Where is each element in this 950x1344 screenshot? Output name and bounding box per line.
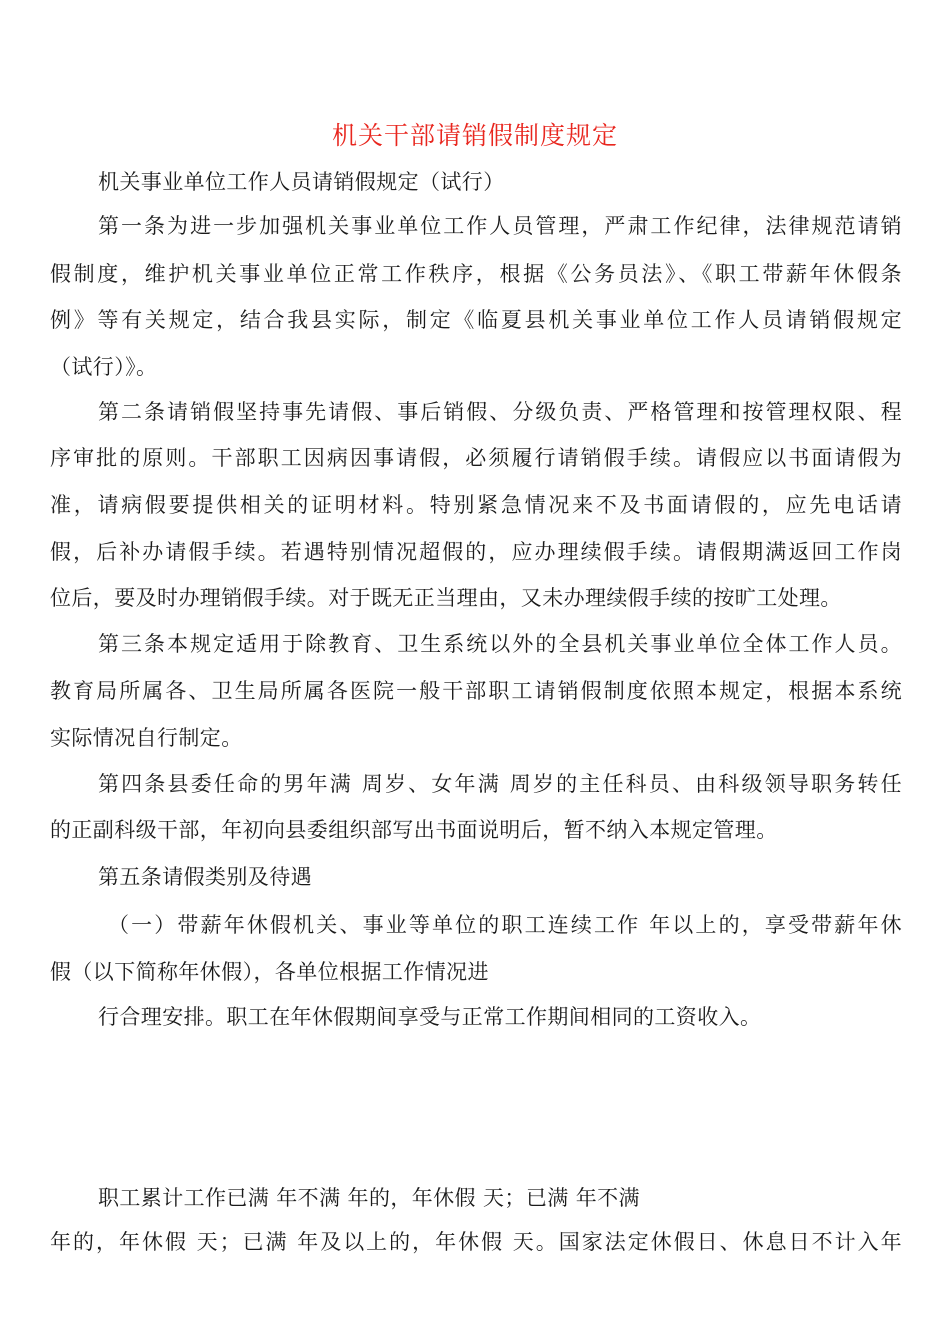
paragraph-line: 第一条为进一步加强机关事业单位工作人员管理，严肃工作纪律，法律规范请销 (98, 214, 902, 238)
paragraph-line: 假（以下简称年休假），各单位根据工作情况进 (50, 960, 489, 984)
paragraph-line: 职工累计工作已满 年不满 年的，年休假 天；已满 年不满 (98, 1186, 640, 1210)
paragraph-line: 准，请病假要提供相关的证明材料。特别紧急情况来不及书面请假的，应先电话请 (50, 493, 902, 517)
paragraph-line: 例》等有关规定，结合我县实际，制定《临夏县机关事业单位工作人员请销假规定 (50, 308, 902, 332)
paragraph-line: （试行）》。 (50, 355, 158, 379)
paragraph-line: 教育局所属各、卫生局所属各医院一般干部职工请销假制度依照本规定，根据本系统 (50, 679, 902, 703)
paragraph-line: 实际情况自行制定。 (50, 726, 243, 750)
paragraph-line: 行合理安排。职工在年休假期间享受与正常工作期间相同的工资收入。 (98, 1005, 762, 1029)
paragraph-line: 第三条本规定适用于除教育、卫生系统以外的全县机关事业单位全体工作人员。 (98, 632, 902, 656)
paragraph-line: 序审批的原则。干部职工因病因事请假，必须履行请销假手续。请假应以书面请假为 (50, 446, 902, 470)
paragraph-line: （一）带薪年休假机关、事业等单位的职工连续工作 年以上的，享受带薪年休 (108, 913, 902, 937)
paragraph-line: 第五条请假类别及待遇 (98, 865, 312, 889)
document-subtitle: 机关事业单位工作人员请销假规定（试行） (98, 170, 505, 194)
paragraph-line: 第二条请销假坚持事先请假、事后销假、分级负责、严格管理和按管理权限、程 (98, 400, 902, 424)
paragraph-line: 第四条县委任命的男年满 周岁、女年满 周岁的主任科员、由科级领导职务转任 (98, 772, 902, 796)
paragraph-line: 假，后补办请假手续。若遇特别情况超假的，应办理续假手续。请假期满返回工作岗 (50, 540, 902, 564)
paragraph-line: 位后，要及时办理销假手续。对于既无正当理由，又未办理续假手续的按旷工处理。 (50, 586, 842, 610)
document-title: 机关干部请销假制度规定 (331, 121, 618, 150)
paragraph-line: 假制度，维护机关事业单位正常工作秩序，根据《公务员法》、《职工带薪年休假条 (50, 262, 902, 286)
paragraph-line: 的正副科级干部，年初向县委组织部写出书面说明后，暂不纳入本规定管理。 (50, 818, 778, 842)
paragraph-line: 年的，年休假 天；已满 年及以上的，年休假 天。国家法定休假日、休息日不计入年 (50, 1230, 902, 1254)
